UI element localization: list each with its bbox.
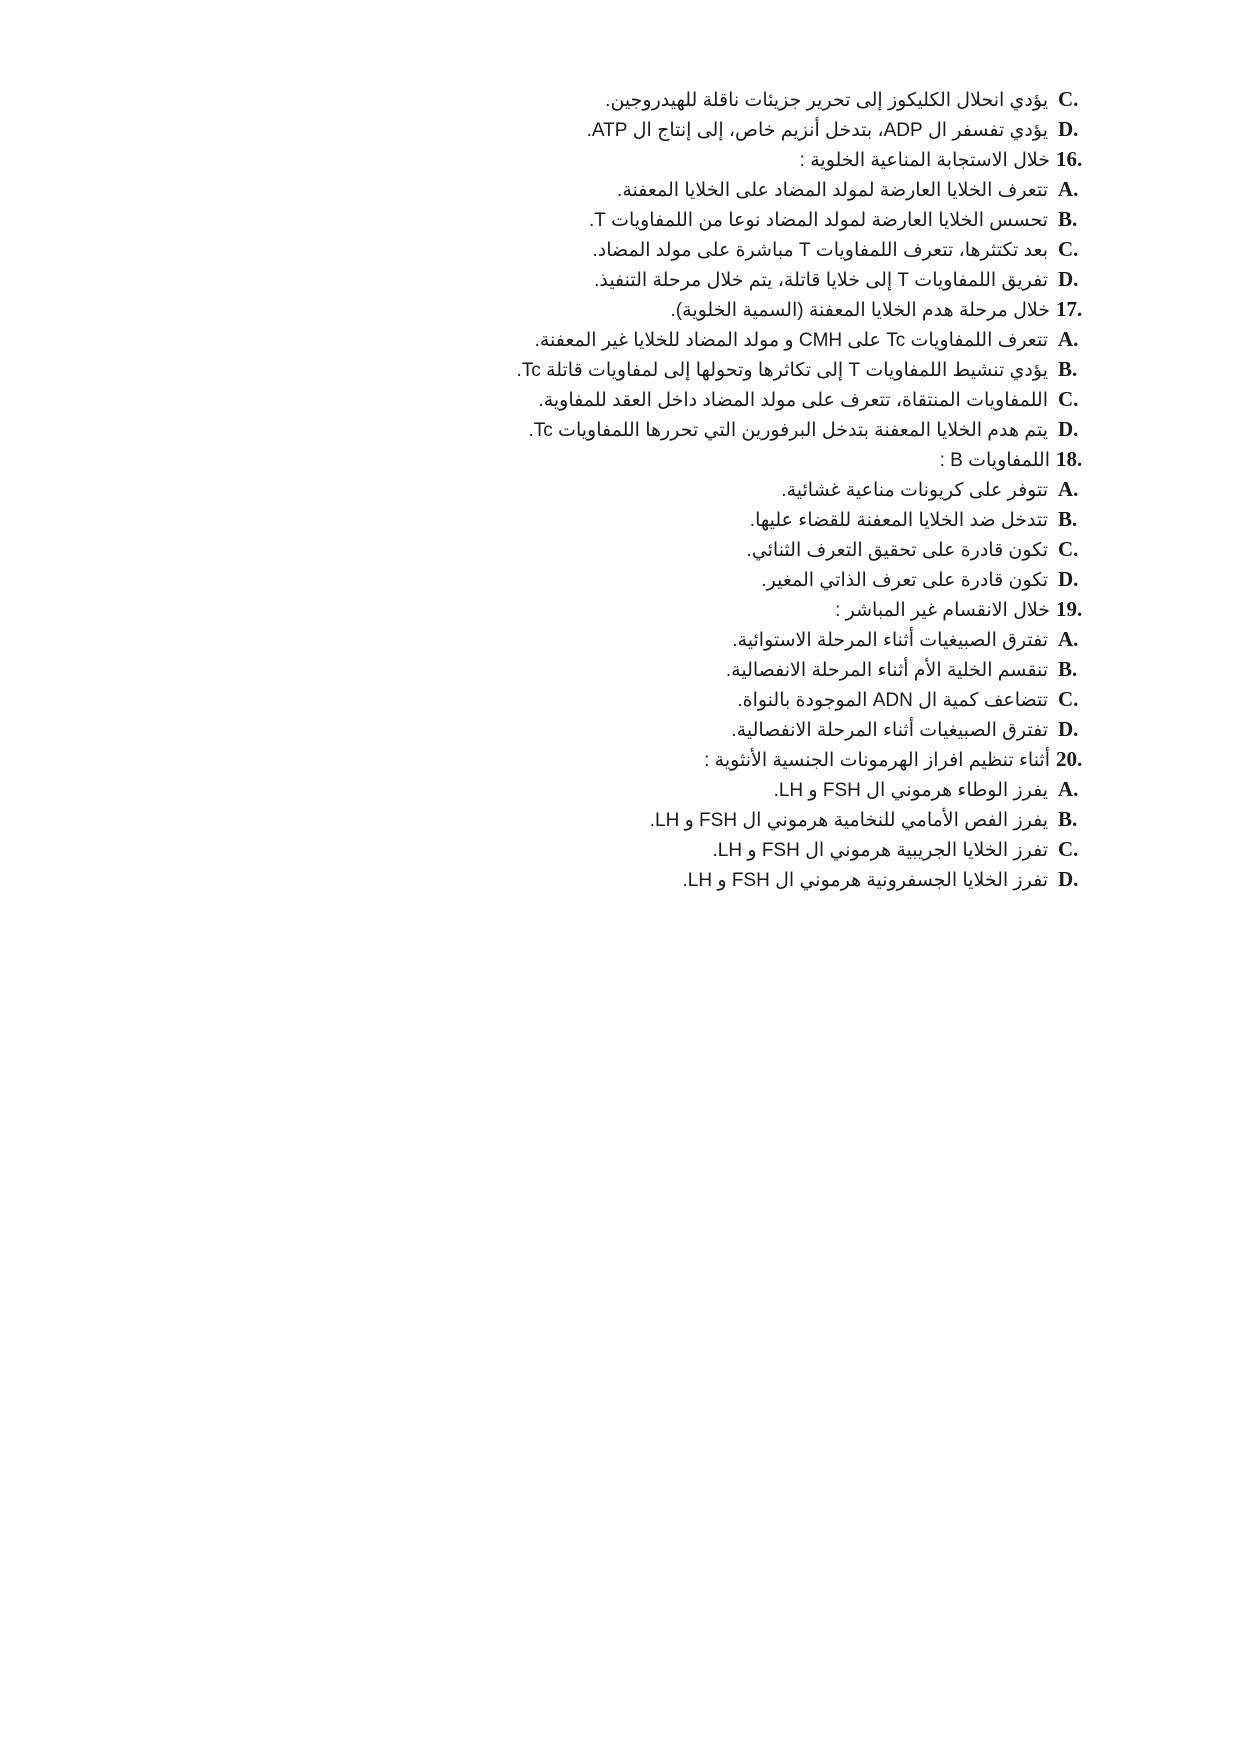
option-text: اللمفاويات المنتقاة، تتعرف على مولد المضاد داخل العقد للمفاوية. xyxy=(538,390,1048,411)
option-d xyxy=(90,264,1090,294)
option-marker: B. xyxy=(1058,357,1078,381)
option-text: تفترق الصبيغيات أثناء المرحلة الانفصالية. xyxy=(731,720,1048,741)
option-d xyxy=(90,564,1090,594)
option-a xyxy=(90,624,1090,654)
option-marker: C. xyxy=(1058,87,1079,111)
option-marker: D. xyxy=(1058,117,1079,141)
option-a xyxy=(90,474,1090,504)
option-text: تفرز الخلايا الجسفرونية هرموني ال FSH و LH. xyxy=(682,870,1048,891)
question-number: 20. xyxy=(1056,747,1083,771)
option-text: يفرز الوطاء هرموني ال FSH و LH. xyxy=(773,780,1048,801)
option-marker: B. xyxy=(1058,507,1078,531)
option-c xyxy=(90,834,1090,864)
option-text: تتضاعف كمية ال ADN الموجودة بالنواة. xyxy=(737,690,1048,711)
question-text: خلال الانقسام غير المباشر : xyxy=(835,600,1050,621)
option-marker: A. xyxy=(1058,477,1079,501)
option-text: تتوفر على كريونات مناعية غشائية. xyxy=(781,480,1048,501)
option-marker: C. xyxy=(1058,237,1079,261)
question-number: 17. xyxy=(1056,297,1083,321)
option-text: تنقسم الخلية الأم أثناء المرحلة الانفصالية. xyxy=(725,660,1048,681)
option-text: تفريق اللمفاويات T إلى خلايا قاتلة، يتم خلال مرحلة التنفيذ. xyxy=(594,270,1048,291)
option-marker: A. xyxy=(1058,627,1079,651)
option-c xyxy=(90,684,1090,714)
option-a xyxy=(90,324,1090,354)
option-marker: D. xyxy=(1058,867,1079,891)
option-text: يؤدي انحلال الكليكوز إلى تحرير جزيئات ناقلة للهيدروجين. xyxy=(605,90,1048,111)
question-text: خلال الاستجابة المناعية الخلوية : xyxy=(799,150,1050,171)
option-marker: A. xyxy=(1058,327,1079,351)
option-a xyxy=(90,774,1090,804)
question-number: 18. xyxy=(1056,447,1083,471)
question-16 xyxy=(90,144,1090,174)
option-b xyxy=(90,504,1090,534)
option-c xyxy=(90,384,1090,414)
option-a xyxy=(90,174,1090,204)
option-marker: D. xyxy=(1058,567,1079,591)
option-marker: B. xyxy=(1058,657,1078,681)
option-d xyxy=(90,864,1090,894)
option-text: تتعرف اللمفاويات Tc على CMH و مولد المضاد للخلايا غير المعفنة. xyxy=(534,330,1048,351)
option-marker: B. xyxy=(1058,207,1078,231)
option-text: تتعرف الخلايا العارضة لمولد المضاد على الخلايا المعفنة. xyxy=(617,180,1048,201)
option-b xyxy=(90,354,1090,384)
question-number: 16. xyxy=(1056,147,1083,171)
question-20 xyxy=(90,744,1090,774)
question-text: أثناء تنظيم افراز الهرمونات الجنسية الأنثوية : xyxy=(704,750,1050,771)
option-marker: B. xyxy=(1058,807,1078,831)
option-marker: C. xyxy=(1058,837,1079,861)
option-marker: A. xyxy=(1058,777,1079,801)
option-text: بعد تكتثرها، تتعرف اللمفاويات T مباشرة على مولد المضاد. xyxy=(592,240,1048,261)
option-marker: C. xyxy=(1058,387,1079,411)
option-text: تفترق الصبيغيات أثناء المرحلة الاستوائية. xyxy=(732,630,1048,651)
option-c xyxy=(90,234,1090,264)
option-marker: C. xyxy=(1058,687,1079,711)
option-marker: C. xyxy=(1058,537,1079,561)
question-text: خلال مرحلة هدم الخلايا المعفنة (السمية الخلوية). xyxy=(670,300,1050,321)
option-text: تتدخل ضد الخلايا المعفنة للقضاء عليها. xyxy=(749,510,1048,531)
option-text: تكون قادرة على تعرف الذاتي المغير. xyxy=(761,570,1048,591)
option-marker: D. xyxy=(1058,717,1079,741)
option-text: تكون قادرة على تحقيق التعرف الثنائي. xyxy=(746,540,1048,561)
question-17 xyxy=(90,294,1090,324)
option-c xyxy=(90,534,1090,564)
option-b xyxy=(90,204,1090,234)
option-marker: D. xyxy=(1058,417,1079,441)
option-b xyxy=(90,804,1090,834)
question-18 xyxy=(90,444,1090,474)
option-marker: D. xyxy=(1058,267,1079,291)
question-19 xyxy=(90,594,1090,624)
option-d xyxy=(90,714,1090,744)
option-text: يفرز الفص الأمامي للنخامية هرموني ال FSH و LH. xyxy=(649,810,1048,831)
question-number: 19. xyxy=(1056,597,1083,621)
option-text: يتم هدم الخلايا المعفنة بتدخل البرفورين التي تحررها اللمفاويات Tc. xyxy=(528,420,1048,441)
question-text: اللمفاويات B : xyxy=(939,450,1050,471)
option-text: يؤدي تنشيط اللمفاويات T إلى تكاثرها وتحولها إلى لمفاويات قاتلة Tc. xyxy=(516,360,1048,381)
option-text: يؤدي تفسفر ال ADP، بتدخل أنزيم خاص، إلى إنتاج ال ATP. xyxy=(586,120,1048,141)
option-d xyxy=(90,114,1090,144)
option-text: تفرز الخلايا الجريبية هرموني ال FSH و LH. xyxy=(712,840,1048,861)
exam-page xyxy=(90,84,1090,894)
option-b xyxy=(90,654,1090,684)
option-text: تحسس الخلايا العارضة لمولد المضاد نوعا من اللمفاويات T. xyxy=(589,210,1048,231)
option-d xyxy=(90,414,1090,444)
option-marker: A. xyxy=(1058,177,1079,201)
option-c xyxy=(90,84,1090,114)
